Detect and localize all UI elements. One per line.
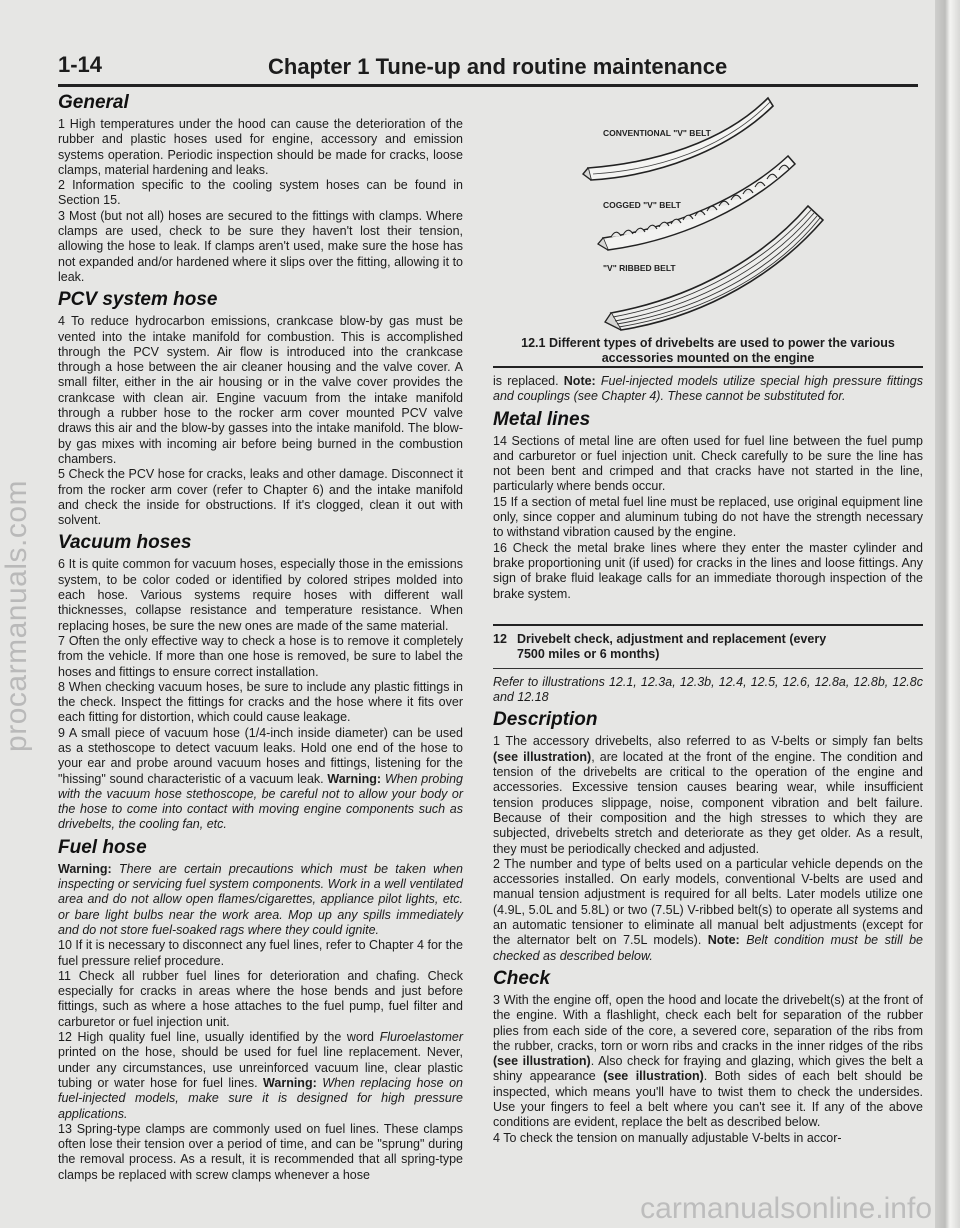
check-paragraph-4: 4 To check the tension on manually adjustable V-belts in accor- (493, 1130, 842, 1145)
warning-label: Warning: (327, 771, 382, 786)
paragraph-10: 10 If it is necessary to disconnect any fuel lines, refer to Chapter 4 for the fuel pressure relief procedure. (58, 938, 463, 968)
check-text-end: . Both sides of each belt should be inspected, which means you'll have to twist them to check the undersides. Use your fingers to feel a belt where you can't see it. If any of the above conditions are evident, replace the belt as described below. (493, 1069, 924, 1130)
watermark-left: procarmanuals.com (0, 480, 33, 752)
warning-text: When probing with the vacuum hose stethoscope, be careful not to allow your body or the hose to come into contact with moving engine components such as drivebelts, the cooling fan, etc. (58, 771, 463, 832)
section-number: 12 (493, 631, 507, 646)
label-conventional-belt: CONVENTIONAL "V" BELT (603, 128, 711, 138)
paragraph-12-text: 12 High quality fuel line, usually identified by the word (58, 1030, 380, 1045)
section-12-heading (493, 632, 923, 662)
check-text-mid: . Also check for fraying and glazing, which gives the belt a shiny appearance (493, 1054, 924, 1084)
continued-text: is replaced. (493, 374, 564, 388)
paragraph-12-mid: printed on the hose, should be used for fuel line replacement. Never, under any circumstances, use unreinforced vacuum line, clear plastic tubing or water hose for fuel lines. (58, 1045, 463, 1090)
description-paragraph-2 (493, 857, 923, 964)
heading-fuel: Fuel hose (58, 836, 147, 858)
warning-label: Warning: (263, 1075, 317, 1090)
heading-metal-lines: Metal lines (493, 408, 591, 430)
figure-drivebelts (493, 88, 923, 365)
description-text-end: , are located at the front of the engine. The condition and tension of the drivebelts are critical to the operation of the engine and accessories. Excessive tension causes bearing wear, while insufficient tension produces slippage, noise, component vibration and belt failure. Because of their composition and the high stresses to which they are subjected, drivebelts stretch and deteriorate as they get older. As a result, they must be periodically checked and adjusted. (493, 749, 923, 856)
paragraph-9-text: 9 A small piece of vacuum hose (1/4-inch inside diameter) can be used as a stethoscope to detect vacuum leaks. Hold one end of the hose to your ear and probe around vacuum hoses and fittings, listening for the "hissing" sound characteristic of a vacuum leak. (58, 725, 463, 786)
paragraph-7: 7 Often the only effective way to check a hose is to remove it completely from the vehicle. If more than one hose is removed, be sure to label the hoses and fittings to ensure correct installation. (58, 633, 463, 679)
paragraph-4: 4 To reduce hydrocarbon emissions, crankcase blow-by gas must be vented into the intake manifold for combustion. This is accomplished through the PCV system. Air flow is introduced into the crankcase through a hose between the air cleaner housing and the valve cover. A small filter, either in the air housing or in the valve cover provides the crankcase with clean air. Engine vacuum from the intake manifold through a rubber hose to the rocker arm cover mounted PCV valve draws this air and the blow-by gasses into the intake manifold. The blow-by gas mixes with incoming air before being burned in the combustion chambers. (58, 314, 463, 466)
paragraph-5: 5 Check the PCV hose for cracks, leaks and other damage. Disconnect it from the rocker arm cover (refer to Chapter 6) and the intake manifold and check the inside for obstructions. If it's clogged, clean it out with solvent. (58, 467, 463, 528)
divider (493, 366, 923, 368)
description-text: 1 The accessory drivebelts, also referred to as V-belts or simply fan belts (493, 734, 923, 749)
label-ribbed-belt: "V" RIBBED BELT (603, 263, 676, 273)
see-illustration: (see illustration) (493, 749, 592, 764)
paragraph-13: 13 Spring-type clamps are commonly used on fuel lines. These clamps often lose their tension over a period of time, and can be "sprung" during the removal process. As a result, it is recommended that all spring-type clamps be replaced with screw clamps whenever a hose (58, 1121, 463, 1182)
description-paragraph-1 (493, 734, 923, 856)
section-title-line-2: 7500 miles or 6 months) (517, 646, 660, 661)
warning-text: There are certain precautions which must be taken when inspecting or servicing fuel system components. Work in a well ventilated area and do not allow open flames/cigarettes, appliance pilot lights, etc. or bare light bulbs near the work area. Mop up any spills immediately and do not store fuel-soaked rags where they could ignite. (58, 861, 463, 937)
paragraph-16: 16 Check the metal brake lines where they enter the master cylinder and brake proportioning unit (if used) for cracks in the lines and loose fittings. Any sign of brake fluid leakage calls for an immediate thorough inspection of the brake system. (493, 540, 923, 601)
paragraph-14: 14 Sections of metal line are often used for fuel line between the fuel pump and carburetor or fuel injection unit. Check carefully to be sure the line has not been bent and crimped and that cracks have not started in the line, particularly where bends occur. (493, 433, 923, 494)
description-text: 2 The number and type of belts used on a particular vehicle depends on the accessories installed. On early models, conventional V-belts are used and manual tension adjustment is required for all belts. Later models utilize one (4.9L, 5.0L and 5.8L) or two (7.5L) V-ribbed belt(s) to operate all systems and an automatic tensioner to eliminate all manual belt adjustments (except for the alternator belt on 7.5L models). (493, 856, 923, 948)
warning-label: Warning: (58, 861, 112, 876)
note-text: Belt condition must be still be checked as described below. (493, 933, 923, 963)
paragraph-15: 15 If a section of metal fuel line must be replaced, use original equipment line only, since copper and aluminum tubing do not have the strength necessary to withstand vibration caused by the engine. (493, 494, 923, 540)
divider (493, 624, 923, 626)
heading-check: Check (493, 967, 551, 989)
section-title-line-1: Drivebelt check, adjustment and replacement (every (517, 631, 827, 646)
drivebelt-illustration (493, 88, 923, 333)
check-paragraph-3 (493, 993, 923, 1131)
heading-description: Description (493, 709, 598, 731)
illustration-reference: Refer to illustrations 12.1, 12.3a, 12.3b, 12.4, 12.5, 12.6, 12.8a, 12.8b, 12.8c and 12.18 (493, 674, 923, 705)
page-number: 1-14 (58, 52, 103, 77)
note-label: Note: (707, 933, 740, 948)
note-text: Fuel-injected models utilize special high pressure fittings and couplings (see Chapter 4). These cannot be substituted for. (493, 374, 923, 404)
heading-vacuum: Vacuum hoses (58, 532, 192, 554)
figure-caption (493, 336, 923, 366)
left-column (58, 88, 463, 1183)
paragraph-6: 6 It is quite common for vacuum hoses, especially those in the emissions system, to be color coded or identified by colored stripes molded into each hose. Various systems require hoses with different wall thicknesses, collapse resistance and temperature resistance. When replacing hoses, be sure the new ones are made of the same material. (58, 557, 463, 633)
see-illustration: (see illustration) (603, 1069, 704, 1084)
right-column (493, 88, 923, 1146)
figure-caption-line-2: accessories mounted on the engine (601, 351, 815, 365)
figure-caption-line-1: 12.1 Different types of drivebelts are used to power the various (521, 336, 895, 350)
warning-text: When replacing hose on fuel-injected models, make sure it is designed for high pressure applications. (58, 1075, 464, 1121)
label-cogged-belt: COGGED "V" BELT (603, 200, 681, 210)
chapter-title: Chapter 1 Tune-up and routine maintenance (268, 54, 728, 79)
continued-paragraph (493, 374, 923, 405)
paragraph-3: 3 Most (but not all) hoses are secured to the fittings with clamps. Where clamps are used, check to be sure they haven't lost their tension, allowing the hose to leak. If clamps aren't used, make sure the hose has not expanded and/or hardened where it slips over the fitting, allowing it to leak. (58, 208, 463, 284)
paragraph-9 (58, 726, 463, 833)
heading-pcv: PCV system hose (58, 289, 218, 311)
check-text: 3 With the engine off, open the hood and locate the drivebelt(s) at the front of the engine. With a flashlight, check each belt for separation of the rubber plies from each side of the core, a severed core, separation of the ribs from the rubber, cracks, torn or worn ribs and cracks in the inner ridges of the ribs (493, 992, 923, 1053)
divider (493, 668, 923, 669)
paragraph-2: 2 Information specific to the cooling system hoses can be found in Section 15. (58, 178, 463, 208)
paragraph-1: 1 High temperatures under the hood can cause the deterioration of the rubber and plastic hoses used for engine, accessory and emission systems operation. Periodic inspection should be made for cracks, loose clamps, material hardening and leaks. (58, 117, 463, 177)
page-header (58, 48, 918, 87)
page-edge (935, 0, 960, 1228)
watermark-bottom: carmanualsonline.info (640, 1192, 932, 1225)
paragraph-8: 8 When checking vacuum hoses, be sure to include any plastic fittings in the check. Inspect the fittings for cracks and the hose where it fits over each fitting for distortion, which could cause leakage. (58, 679, 463, 725)
see-illustration: (see illustration) (493, 1054, 591, 1069)
brand-name: Fluroelastomer (379, 1030, 463, 1045)
paragraph-11: 11 Check all rubber fuel lines for deterioration and chafing. Check especially for cracks in areas where the hose bends and just before fittings, such as where a hose attaches to the fuel pump, fuel filter and carburetor or fuel injection unit. (58, 968, 463, 1029)
paragraph-12 (58, 1030, 463, 1122)
heading-general: General (58, 92, 129, 113)
fuel-warning (58, 862, 463, 938)
note-label: Note: (563, 374, 596, 388)
